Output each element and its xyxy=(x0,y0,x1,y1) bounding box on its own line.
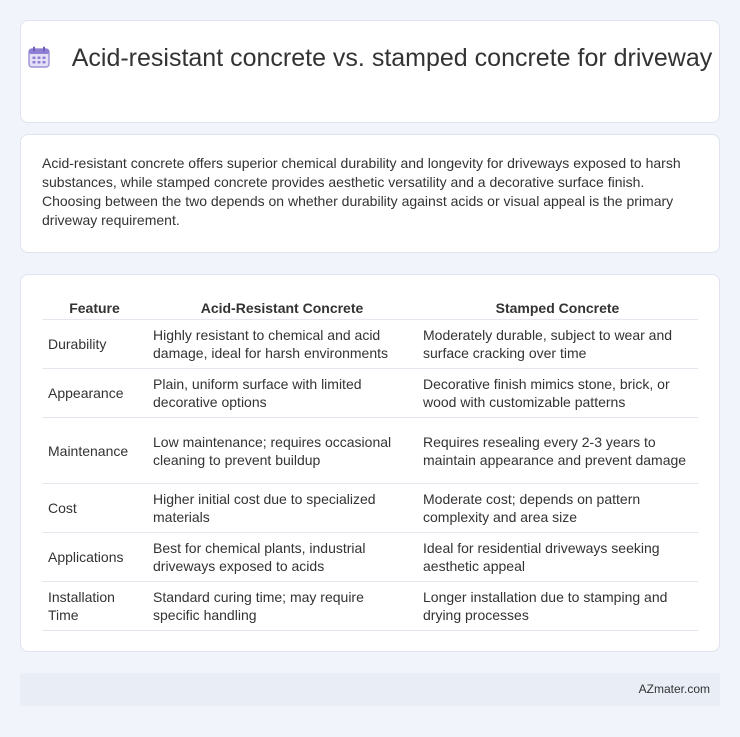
row-feature: Appearance xyxy=(42,369,147,418)
row-stamped-value: Moderately durable, subject to wear and surface cracking over time xyxy=(417,320,698,369)
table-row xyxy=(42,533,698,582)
row-stamped-value: Longer installation due to stamping and drying processes xyxy=(417,582,698,631)
summary-card xyxy=(20,134,720,253)
table-row xyxy=(42,484,698,533)
calendar-icon xyxy=(28,46,50,68)
summary-text: Acid-resistant concrete offers superior chemical durability and longevity for driveways exposed to harsh substances, while stamped concrete provides aesthetic versatility and a decorative surface finish. Choosing between the two depends on whether durability against acids or visual appeal is the primary driveway requirement. xyxy=(42,155,681,228)
row-acid-value: Higher initial cost due to specialized materials xyxy=(147,484,417,533)
table-row xyxy=(42,369,698,418)
row-stamped-value: Ideal for residential driveways seeking aesthetic appeal xyxy=(417,533,698,582)
row-feature: Maintenance xyxy=(42,418,147,484)
row-stamped-value: Decorative finish mimics stone, brick, or wood with customizable patterns xyxy=(417,369,698,418)
comparison-card xyxy=(20,274,720,652)
row-acid-value: Standard curing time; may require specific handling xyxy=(147,582,417,631)
row-acid-value: Best for chemical plants, industrial driveways exposed to acids xyxy=(147,533,417,582)
header-acid-resistant: Acid-Resistant Concrete xyxy=(147,296,417,320)
row-stamped-value: Moderate cost; depends on pattern complexity and area size xyxy=(417,484,698,533)
title-card xyxy=(20,20,720,123)
row-feature: Installation Time xyxy=(42,582,147,631)
page-title xyxy=(21,43,719,73)
row-acid-value: Highly resistant to chemical and acid damage, ideal for harsh environments xyxy=(147,320,417,369)
table-row xyxy=(42,418,698,484)
table-row xyxy=(42,320,698,369)
row-feature: Cost xyxy=(42,484,147,533)
row-acid-value: Plain, uniform surface with limited decorative options xyxy=(147,369,417,418)
footer-brand[interactable]: AZmater.com xyxy=(638,682,710,696)
header-feature: Feature xyxy=(42,296,147,320)
comparison-table xyxy=(42,296,698,631)
table-header-row xyxy=(42,296,698,320)
table-row xyxy=(42,582,698,631)
page-title-text: Acid-resistant concrete vs. stamped concrete for driveway xyxy=(71,44,713,72)
footer-bar xyxy=(20,673,720,706)
row-feature: Applications xyxy=(42,533,147,582)
row-stamped-value: Requires resealing every 2-3 years to maintain appearance and prevent damage xyxy=(417,418,698,484)
row-feature: Durability xyxy=(42,320,147,369)
row-acid-value: Low maintenance; requires occasional cleaning to prevent buildup xyxy=(147,418,417,484)
header-stamped: Stamped Concrete xyxy=(417,296,698,320)
